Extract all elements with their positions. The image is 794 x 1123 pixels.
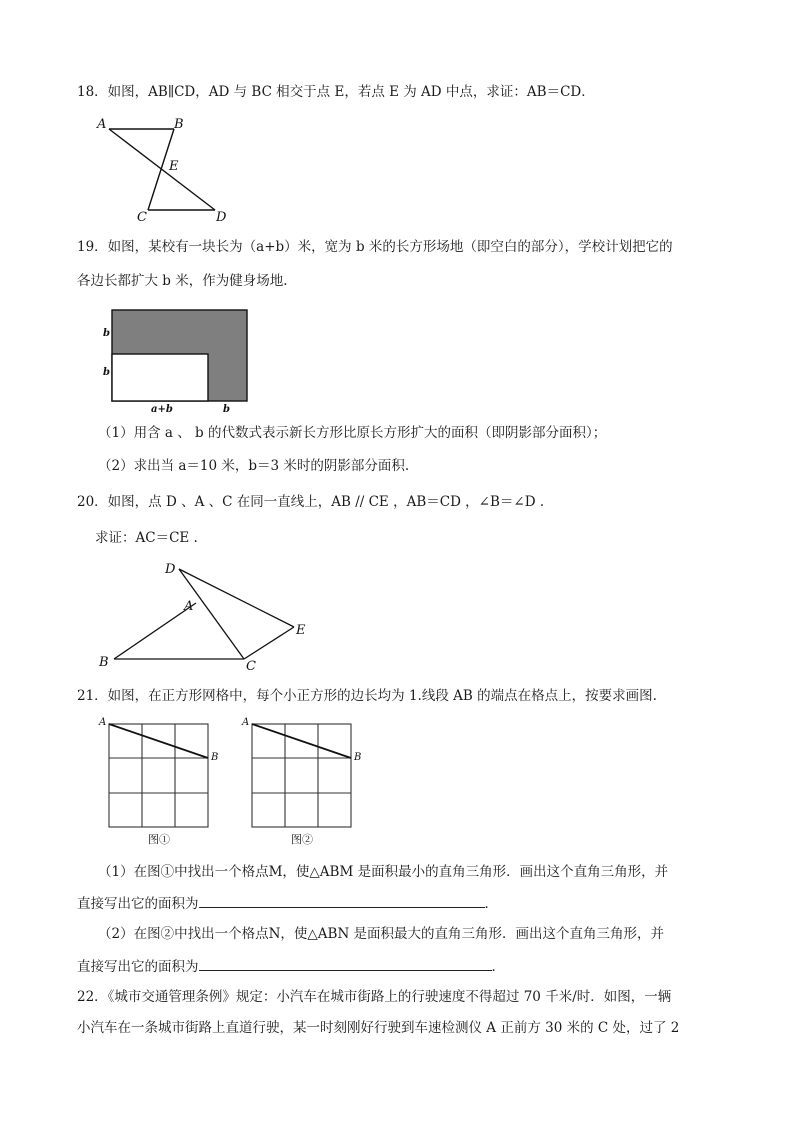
- segment-dc: [179, 569, 244, 659]
- grid-border: [109, 724, 208, 827]
- label-b: B: [99, 655, 109, 670]
- q19-line1: 19．如图，某校有一块长为（a+b）米，宽为 b 米的长方形场地（即空白的部分），学校计划把它的: [77, 239, 673, 255]
- label-a: A: [99, 717, 107, 728]
- label-e: E: [169, 159, 179, 174]
- label-a: A: [97, 117, 107, 132]
- q21-sub1-b: 直接写出它的面积为: [77, 896, 199, 912]
- label-e: E: [296, 623, 306, 638]
- q22-line2: 小汽车在一条城市街路上直道行驶，某一时刻刚好行驶到车速检测仪 A 正前方 30 米的 C 处，过了 2: [77, 1020, 680, 1036]
- grid-border: [252, 724, 351, 827]
- label-b: B: [211, 752, 219, 763]
- label-a: A: [184, 599, 194, 614]
- label-b-bottom: b: [103, 367, 110, 378]
- segment-ab: [252, 724, 351, 758]
- label-c: C: [137, 210, 147, 224]
- answer-blank-2[interactable]: [199, 956, 492, 971]
- q19-sub2: （2）求出当 a＝10 米，b＝3 米时的阴影部分面积.: [98, 458, 410, 474]
- q21-sub2-a: （2）在图②中找出一个格点N，使△ABN 是面积最大的直角三角形．画出这个直角三角形，并: [98, 926, 665, 942]
- segment-ab: [109, 724, 208, 758]
- original-rectangle: [112, 354, 208, 401]
- label-d: D: [165, 562, 176, 577]
- q21-sub1-b-row: [77, 893, 498, 914]
- q21-figure-2: [238, 713, 368, 849]
- q21-sub1-end: ．: [484, 896, 498, 912]
- label-d: D: [216, 210, 227, 224]
- label-b: B: [354, 752, 362, 763]
- label-a: A: [242, 717, 250, 728]
- q22-line1: 22．《城市交通管理条例》规定：小汽车在城市街路上的行驶速度不得超过 70 千米/时．如图，一辆: [77, 989, 672, 1005]
- caption-fig2: 图②: [291, 833, 313, 846]
- label-c: C: [246, 659, 256, 674]
- label-b-right: b: [223, 404, 230, 415]
- q20-figure: [92, 557, 322, 675]
- segment-ad: [109, 129, 215, 210]
- q19-figure: [98, 305, 258, 417]
- segment-de: [179, 569, 294, 627]
- q18-text: 18．如图，AB∥CD，AD 与 BC 相交于点 E，若点 E 为 AD 中点，求证：AB＝CD．: [77, 84, 595, 100]
- q21-sub2-b-row: [77, 956, 505, 977]
- q19-sub1: （1）用含 a 、 b 的代数式表示新长方形比原长方形扩大的面积（即阴影部分面积）；: [98, 425, 607, 441]
- q21-figure-1: [95, 713, 225, 849]
- segment-ce: [244, 627, 294, 659]
- q19-line2: 各边长都扩大 b 米，作为健身场地.: [77, 273, 288, 289]
- label-b: B: [174, 117, 184, 132]
- label-b-top: b: [103, 328, 110, 339]
- answer-blank-1[interactable]: [199, 893, 485, 908]
- q20-line1: 20．如图，点 D 、A 、C 在同一直线上，AB // CE ，AB＝CD ，∠B＝∠D .: [77, 494, 545, 510]
- q21-line1: 21．如图，在正方形网格中，每个小正方形的边长均为 1.线段 AB 的端点在格点上，按要求画图.: [77, 688, 657, 704]
- caption-fig1: 图①: [148, 833, 170, 846]
- q18-figure: [92, 112, 242, 224]
- q21-sub2-end: ．: [491, 959, 505, 975]
- label-a-plus-b: a+b: [151, 404, 173, 415]
- q21-sub1-a: （1）在图①中找出一个格点M，使△ABM 是面积最小的直角三角形．画出这个直角三角形，并: [98, 864, 669, 880]
- q21-sub2-b: 直接写出它的面积为: [77, 959, 199, 975]
- q20-line2: 求证：AC＝CE .: [95, 530, 198, 546]
